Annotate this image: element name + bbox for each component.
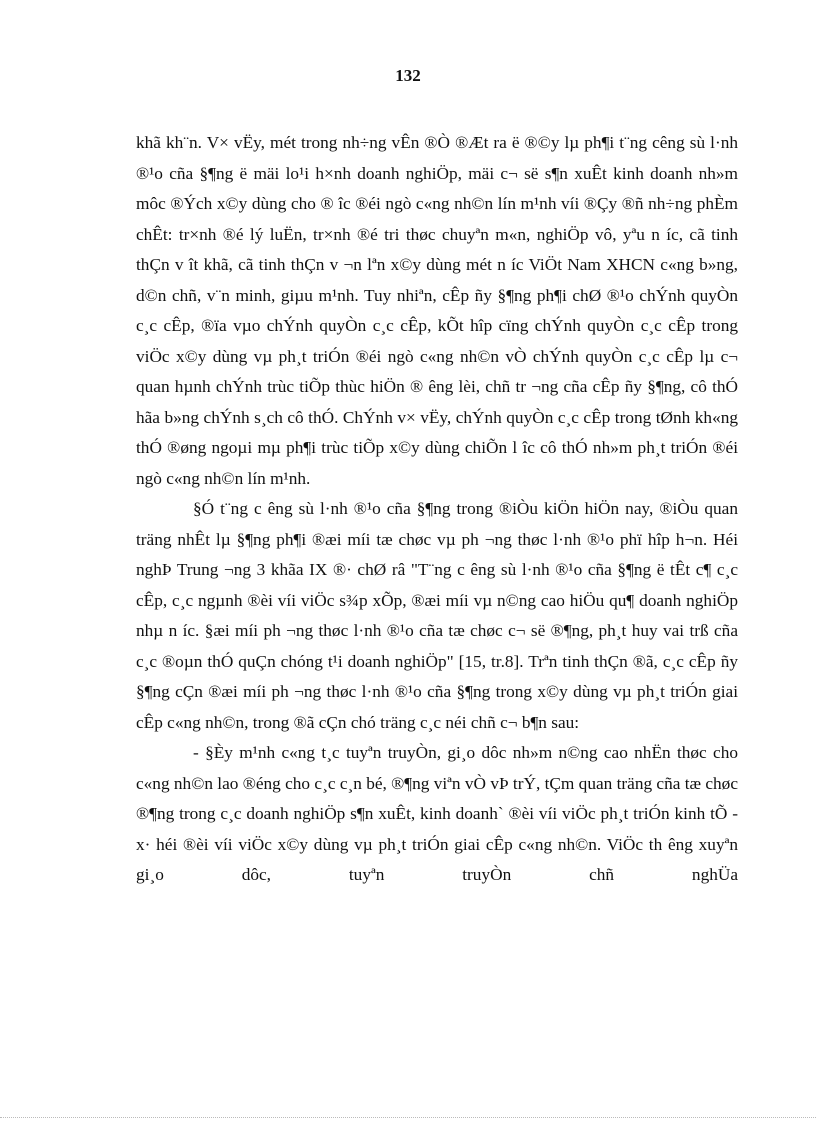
paragraph-2: §Ó t¨ng c êng sù l·nh ®¹o cña §¶ng trong ®iÒu kiÖn hiÖn nay, ®iÒu quan träng nhÊt lµ §¶ng ph¶i ®æi míi tæ chøc vµ ph ¬ng thøc l·nh ®¹o phï hîp h¬n. Héi nghÞ Trung ¬ng 3 khãa IX ®· chØ râ "T¨ng c êng sù l·nh ®¹o cña §¶ng ë tÊt c¶ c¸c cÊp, c¸c ngµnh ®èi víi viÖc s¾p xÕp, ®æi míi vµ n©ng cao hiÖu qu¶ doanh nghiÖp nhµ n íc. §æi míi ph ¬ng thøc l·nh ®¹o cña tæ chøc c¬ së ®¶ng, ph¸t huy vai trß cña c¸c ®oµn thÓ quÇn chóng t¹i doanh nghiÖp" [15, tr.8]. Trªn tinh thÇn ®ã, c¸c cÊp ñy §¶ng cÇn ®æi míi ph ¬ng thøc l·nh ®¹o cña §¶ng trong x©y dùng vµ ph¸t triÓn giai cÊp c«ng nh©n, trong ®ã cÇn chó träng c¸c néi chñ c¬ b¶n sau: [136,499,738,732]
page-number: 132 [395,66,421,85]
document-body [136,128,738,891]
page-bottom-rule [0,1117,816,1118]
paragraph-3: - §Èy m¹nh c«ng t¸c tuyªn truyÒn, gi¸o dôc nh»m n©ng cao nhËn thøc cho c«ng nh©n lao ®éng cho c¸c c¸n bé, ®¶ng viªn vÒ vÞ trÝ, tÇm quan träng cña tæ chøc ®¶ng trong c¸c doanh nghiÖp s¶n xuÊt, kinh doanh` ®èi víi viÖc ph¸t triÓn kinh tÕ - x· héi ®èi víi viÖc x©y dùng vµ ph¸t triÓn giai cÊp c«ng nh©n. ViÖc th êng xuyªn gi¸o dôc, tuyªn truyÒn chñ nghÜa [136,743,738,884]
paragraph-1: khã kh¨n. V× vËy, mét trong nh÷ng vÊn ®Ò ®Æt ra ë ®©y lµ ph¶i t¨ng cêng sù l·nh ®¹o cña §¶ng ë mäi lo¹i h×nh doanh nghiÖp, mäi c¬ së s¶n xuÊt kinh doanh nh»m môc ®Ých x©y dùng cho ® îc ®éi ngò c«ng nh©n lín m¹nh víi ®Çy ®ñ nh÷ng phÈm chÊt: tr×nh ®é lý luËn, tr×nh ®é tri thøc chuyªn m«n, nghiÖp vô, yªu n íc, cã tinh thÇn v ît khã, cã tinh thÇn v ¬n lªn x©y dùng mét n íc ViÖt Nam XHCN c«ng b»ng, d©n chñ, v¨n minh, giµu m¹nh. Tuy nhiªn, cÊp ñy §¶ng ph¶i chØ ®¹o chÝnh quyÒn c¸c cÊp, ®ïa vµo chÝnh quyÒn c¸c cÊp, kÕt hîp cïng chÝnh quyÒn c¸c cÊp trong viÖc x©y dùng vµ ph¸t triÓn ®éi ngò c«ng nh©n vÒ chÝnh quyÒn c¸c cÊp lµ c¬ quan hµnh chÝnh trùc tiÕp thùc hiÖn ® êng lèi, chñ tr ¬ng cña cÊp ñy §¶ng, cô thÓ hãa b»ng chÝnh s¸ch cô thÓ. ChÝnh v× vËy, chÝnh quyÒn c¸c cÊp trong tØnh kh«ng thÓ ®øng ngoµi mµ ph¶i trùc tiÕp x©y dùng chiÕn l îc cô thÓ nh»m ph¸t triÓn ®éi ngò c«ng nh©n lín m¹nh. [136,133,738,488]
